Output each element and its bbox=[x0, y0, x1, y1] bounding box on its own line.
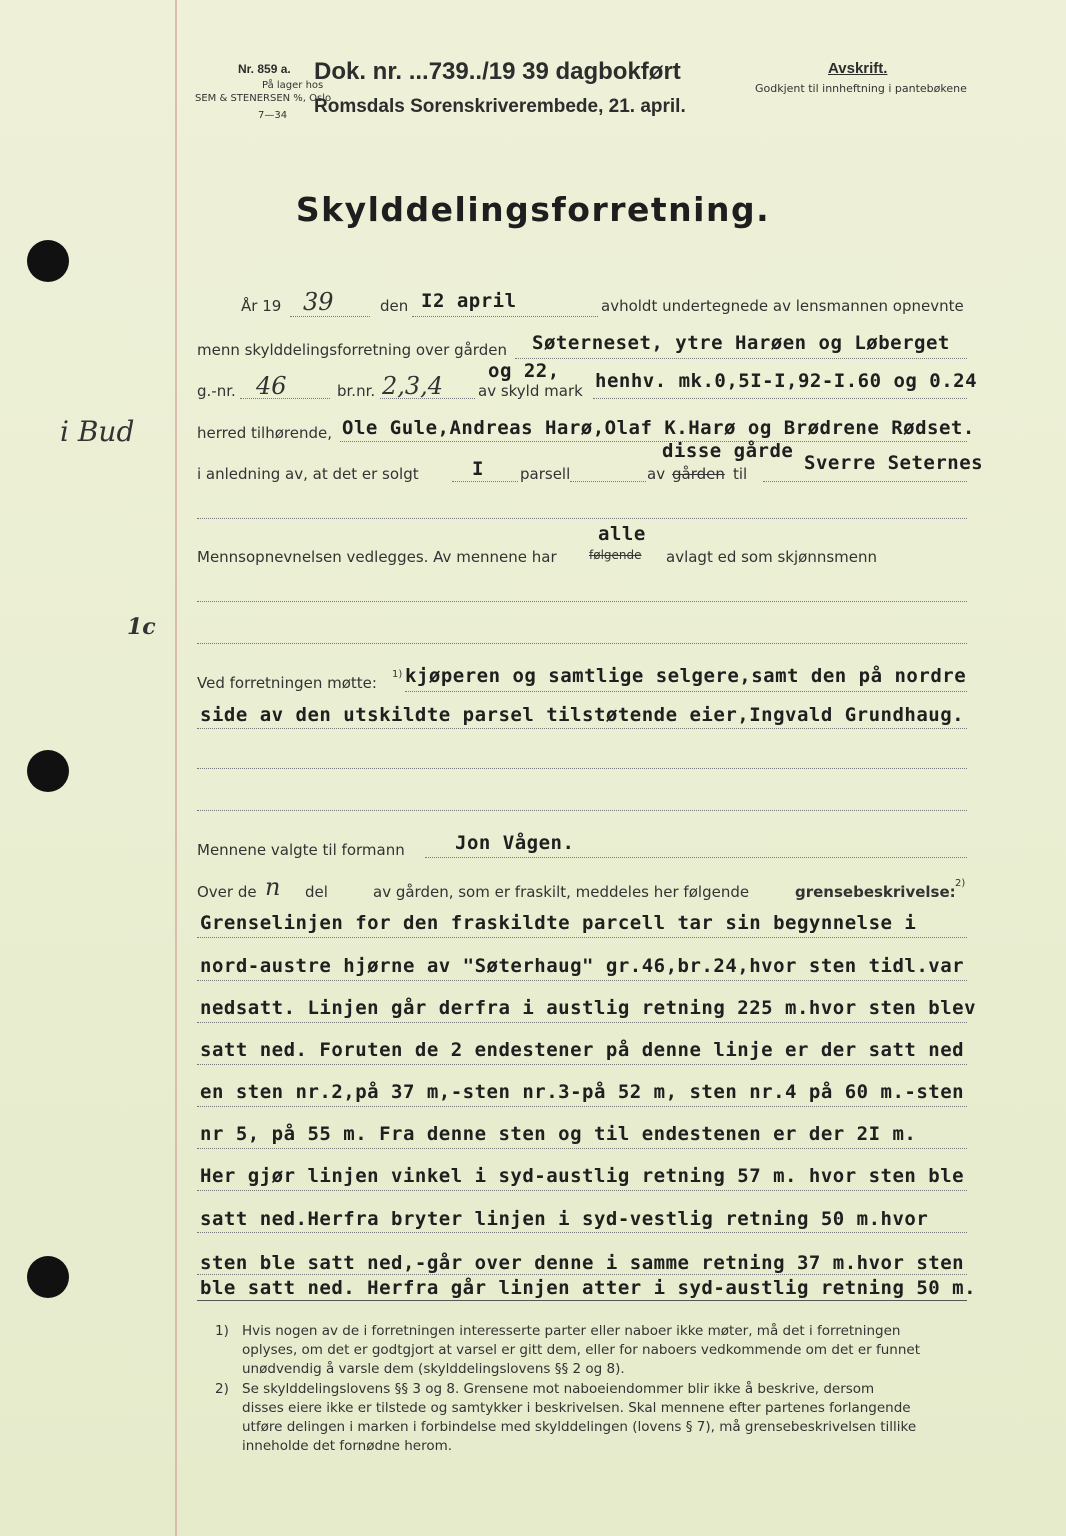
description-line: en sten nr.2,på 37 m,-sten nr.3-på 52 m, sten nr.4 på 60 m.-sten bbox=[200, 1081, 965, 1103]
av-struck: gården bbox=[672, 465, 725, 483]
printer-line: SEM & STENERSEN %, Oslo bbox=[195, 93, 332, 104]
footnote-1-line: oplyses, om det er godtgjort at varsel er gitt dem, eller for naboers vedkommende om det er funnet bbox=[242, 1342, 921, 1358]
printer-line: 7—34 bbox=[258, 110, 288, 121]
gnr-value: 46 bbox=[256, 372, 287, 400]
parsell-label: parsell bbox=[520, 465, 571, 483]
menns-struck: følgende bbox=[589, 548, 642, 562]
parsell-count: I bbox=[472, 458, 484, 480]
year-label: År 19 bbox=[241, 297, 282, 315]
description-line: nr 5, på 55 m. Fra denne sten og til endestenen er der 2I m. bbox=[200, 1123, 917, 1145]
year-value: 39 bbox=[303, 288, 334, 316]
page-title: Skylddelingsforretning. bbox=[295, 190, 771, 229]
anledning-label: i anledning av, at det er solgt bbox=[197, 465, 419, 483]
printer-line: På lager hos bbox=[262, 80, 324, 91]
brnr-label: br.nr. bbox=[337, 382, 376, 400]
disse-garde: disse gårde bbox=[662, 440, 794, 462]
motte-line-1: kjøperen og samtlige selgere,samt den på nordre bbox=[405, 665, 967, 687]
footnote-2-line: utføre delingen i marken i forbindelse med skylddelingen (lovens § 7), må grensebeskrivelsen tillike bbox=[242, 1419, 917, 1435]
footnote-2-line: inneholde det fornødne herom. bbox=[242, 1438, 453, 1454]
description-line: nord-austre hjørne av "Søterhaug" gr.46,br.24,hvor sten tidl.var bbox=[200, 955, 965, 977]
description-line: sten ble satt ned,-går over denne i samme retning 37 m.hvor sten bbox=[200, 1252, 965, 1274]
menns-text: Mennsopnevnelsen vedlegges. Av mennene har bbox=[197, 548, 557, 566]
date-value: I2 april bbox=[421, 290, 517, 312]
garden-text: av gården, som er fraskilt, meddeles her følgende bbox=[373, 883, 750, 901]
skyld-value: henhv. mk.0,5I-I,92-I.60 og 0.24 bbox=[595, 370, 978, 392]
description-line: Grenselinjen for den fraskildte parcell tar sin begynnelse i bbox=[200, 912, 917, 934]
footnote-2-line: disses eiere ikke er tilstede og samtykker i beskrivelsen. Skal mennene efter partenes forlangende bbox=[242, 1400, 911, 1416]
menns-tail: avlagt ed som skjønnsmenn bbox=[666, 548, 878, 566]
farm-names: Søterneset, ytre Harøen og Løberget bbox=[532, 332, 950, 354]
formann-name: Jon Vågen. bbox=[455, 832, 575, 854]
over-garden-label: menn skylddelingsforretning over gården bbox=[197, 341, 507, 359]
margin-mark: 1c bbox=[127, 614, 156, 640]
over-label: Over de bbox=[197, 883, 257, 901]
den-label: den bbox=[380, 297, 409, 315]
gnr-label: g.-nr. bbox=[197, 382, 236, 400]
punch-hole bbox=[27, 240, 69, 282]
description-line: satt ned.Herfra bryter linjen i syd-vestlig retning 50 m.hvor bbox=[200, 1208, 929, 1230]
over-hand: n bbox=[265, 873, 281, 901]
registry-stamp-office: Romsdals Sorenskriverembede, 21. april. bbox=[314, 96, 686, 117]
motte-line-2: side av den utskildte parsel tilstøtende eier,Ingvald Grundhaug. bbox=[200, 704, 965, 726]
footnote-2-line: Se skylddelingslovens §§ 3 og 8. Grensene mot naboeiendommer blir ikke å beskrive, dersom bbox=[242, 1381, 875, 1397]
footnote-1-line: Hvis nogen av de i forretningen interesserte parter eller naboer ikke møter, må det i forretningen bbox=[242, 1323, 901, 1339]
registry-stamp: Dok. nr. ...739../19 39 dagbokført bbox=[314, 58, 681, 85]
skyld-label: av skyld mark bbox=[478, 382, 583, 400]
description-line: ble satt ned. Herfra går linjen atter i syd-austlig retning 50 m. bbox=[200, 1277, 977, 1299]
footnote-1-mark: 1) bbox=[215, 1323, 229, 1339]
herred-label: herred tilhørende, bbox=[197, 424, 332, 442]
description-line: nedsatt. Linjen går derfra i austlig retning 225 m.hvor sten blev bbox=[200, 997, 977, 1019]
del-label: del bbox=[305, 883, 328, 901]
grense-label: grensebeskrivelse: bbox=[795, 883, 956, 901]
margin-note-herred: i Bud bbox=[60, 415, 135, 448]
avholdt-text: avholdt undertegnede av lensmannen opnevnte bbox=[601, 297, 964, 315]
description-line: satt ned. Foruten de 2 endestener på denne linje er der satt ned bbox=[200, 1039, 965, 1061]
til-label: til bbox=[733, 465, 748, 483]
margin-line bbox=[175, 0, 177, 1536]
brnr-extra: og 22, bbox=[488, 360, 560, 382]
godkjent-text: Godkjent til innheftning i pantebøkene bbox=[755, 82, 967, 95]
owners: Ole Gule,Andreas Harø,Olaf K.Harø og Brødrene Rødset. bbox=[342, 417, 975, 439]
avskrift-label: Avskrift. bbox=[828, 60, 888, 77]
motte-sup: 1) bbox=[392, 669, 403, 680]
punch-hole bbox=[27, 1256, 69, 1298]
motte-label: Ved forretningen møtte: bbox=[197, 674, 377, 692]
footnote-1-line: unødvendig å varsle dem (skylddelingslovens §§ 2 og 8). bbox=[242, 1361, 625, 1377]
form-number: Nr. 859 a. bbox=[238, 62, 291, 76]
footnote-2-mark: 2) bbox=[215, 1381, 229, 1397]
alle-insert: alle bbox=[598, 523, 646, 545]
formann-label: Mennene valgte til formann bbox=[197, 841, 405, 859]
av-label: av bbox=[647, 465, 666, 483]
punch-hole bbox=[27, 750, 69, 792]
buyer-name: Sverre Seternes bbox=[804, 452, 984, 474]
brnr-value: 2,3,4 bbox=[382, 372, 444, 400]
description-line: Her gjør linjen vinkel i syd-austlig retning 57 m. hvor sten ble bbox=[200, 1165, 965, 1187]
grense-sup: 2) bbox=[955, 878, 966, 889]
